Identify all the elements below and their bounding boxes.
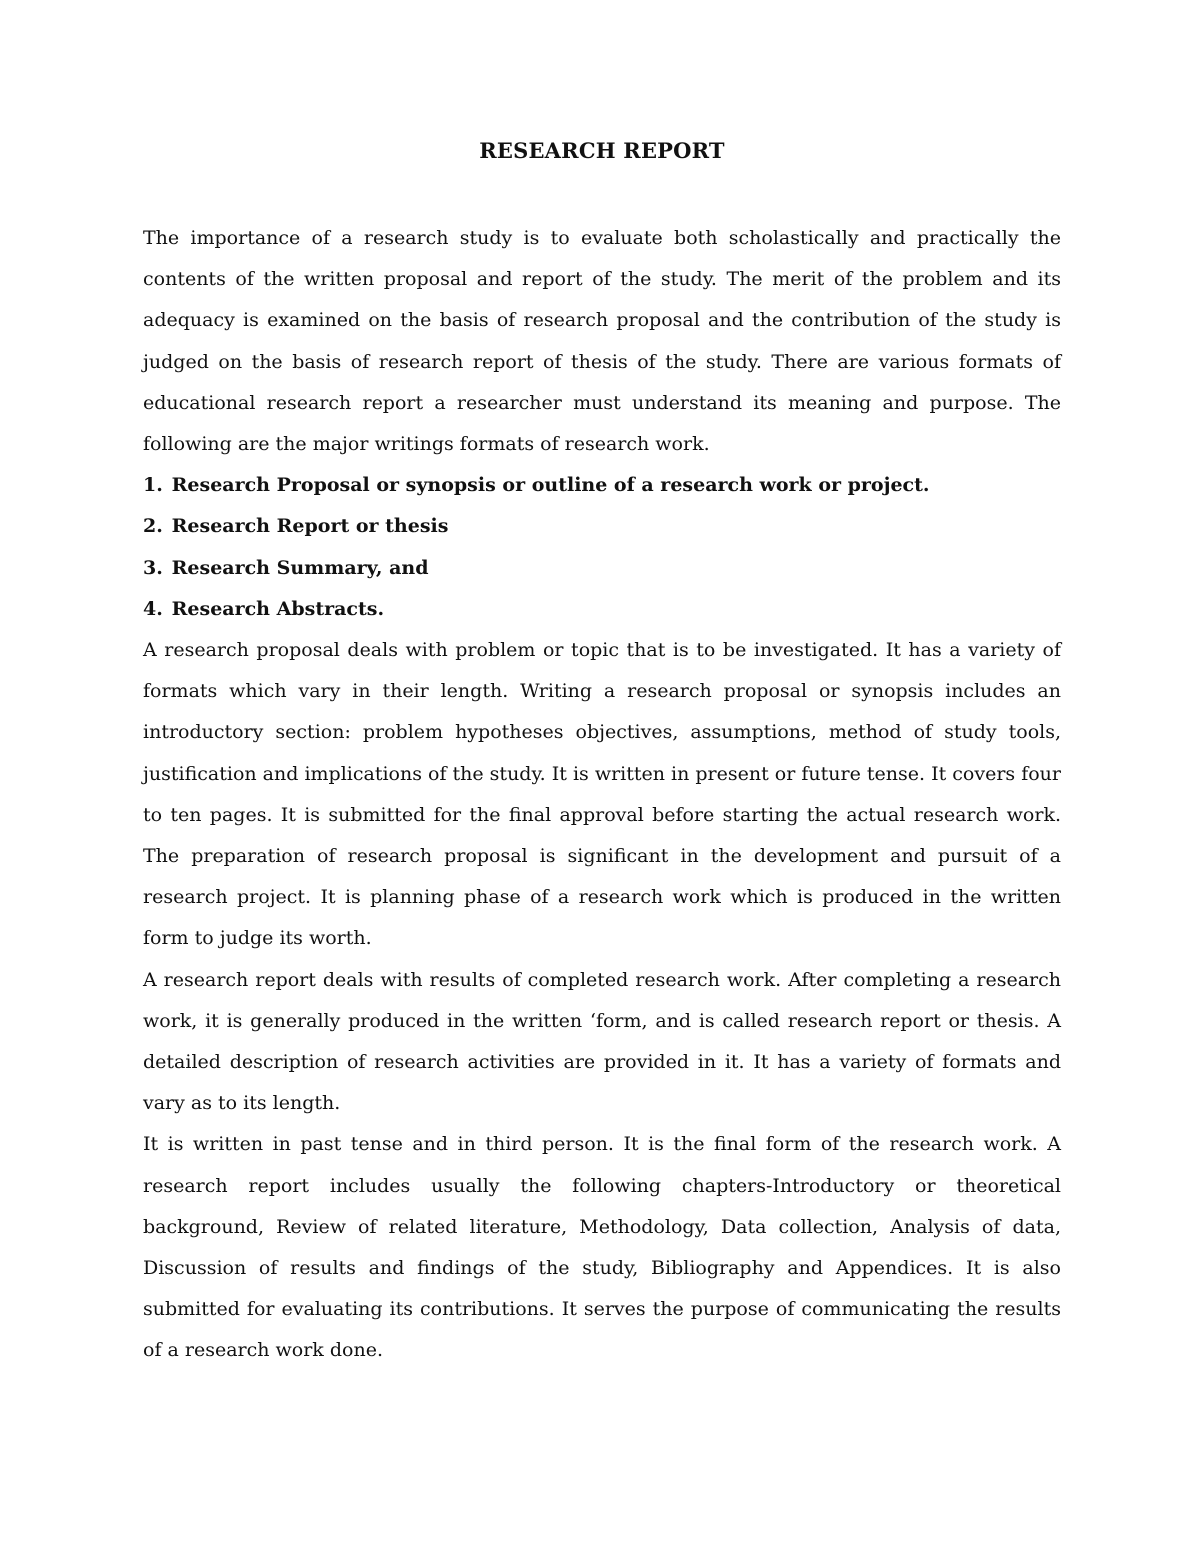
tense-paragraph: It is written in past tense and in third person. It is the final form of the research work. A research report includes usually the following chapters-Introductory or theoretical background, Review of related literature, Methodology, Data collection, Analysis of data, Discussion of results and findings of the study, Bibliography and Appendices. It is also submitted for evaluating its contributions. It serves the purpose of communicating the results of a research work done. bbox=[143, 1133, 1061, 1362]
document-page bbox=[143, 138, 1061, 1372]
list-item-number: 2. bbox=[143, 515, 163, 538]
list-item-number: 3. bbox=[143, 556, 163, 579]
document-title: RESEARCH REPORT bbox=[479, 138, 725, 163]
intro-paragraph: The importance of a research study is to evaluate both scholastically and practically the contents of the written proposal and report of the study. The merit of the problem and its adequacy is examined on the basis of research proposal and the contribution of the study is judged on the basis of research report of thesis of the study. There are various formats of educational research report a researcher must understand its meaning and purpose. The following are the major writings formats of research work. bbox=[143, 227, 1061, 456]
list-item-number: 4. bbox=[143, 597, 163, 620]
list-item bbox=[143, 589, 1061, 630]
formats-list bbox=[143, 465, 1061, 630]
list-item-number: 1. bbox=[143, 474, 163, 497]
list-item-text: Research Summary, and bbox=[171, 556, 429, 579]
report-paragraph: A research report deals with results of completed research work. After completing a research work, it is generally produced in the written ‘form, and is called research report or thesis. A detailed description of research activities are provided in it. It has a variety of formats and vary as to its length. bbox=[143, 968, 1061, 1115]
list-item bbox=[143, 465, 1061, 506]
list-item-text: Research Abstracts. bbox=[171, 597, 385, 620]
list-item-text: Research Report or thesis bbox=[171, 515, 449, 538]
list-item bbox=[143, 548, 1061, 589]
list-item-text: Research Proposal or synopsis or outline of a research work or project. bbox=[171, 474, 930, 497]
list-item bbox=[143, 506, 1061, 547]
proposal-paragraph: A research proposal deals with problem or topic that is to be investigated. It has a variety of formats which vary in their length. Writing a research proposal or synopsis includes an introductory section: problem hypotheses objectives, assumptions, method of study tools, justification and implications of the study. It is written in present or future tense. It covers four to ten pages. It is submitted for the final approval before starting the actual research work. The preparation of research proposal is significant in the development and pursuit of a research project. It is planning phase of a research work which is produced in the written form to judge its worth. bbox=[143, 639, 1061, 950]
